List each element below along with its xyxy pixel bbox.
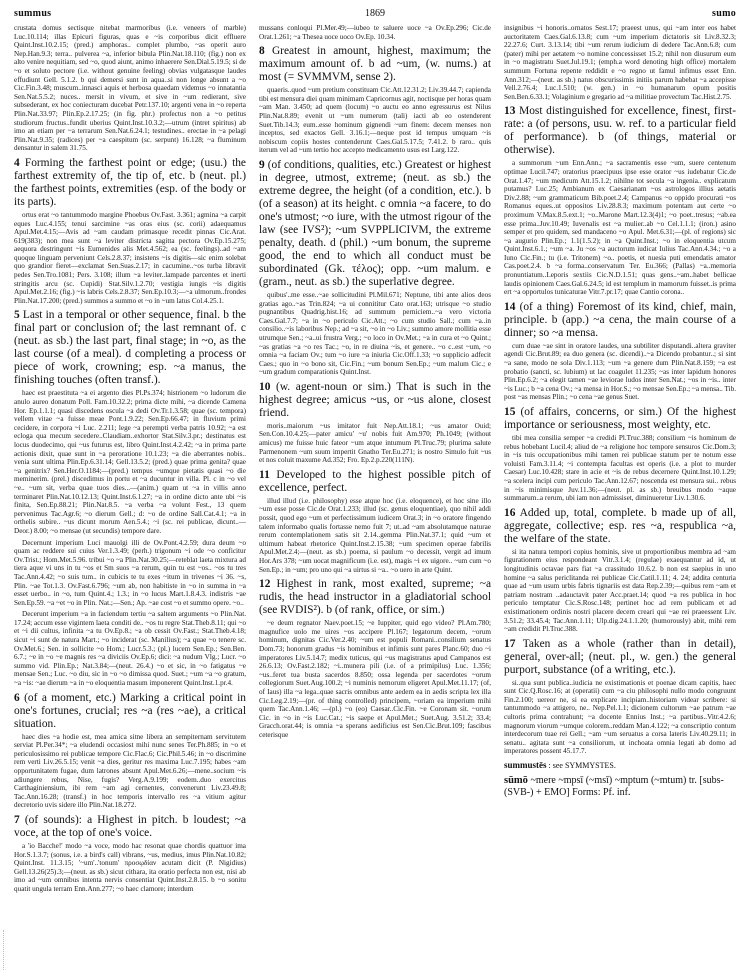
entry-text: ~mere ~mpsī (~msī) ~mptum (~mtum) tr. [subs- (SVB-) + EMO] Forms: Pf. inf. xyxy=(504,775,724,799)
sense-text: Greatest in amount, highest, maximum; the maximum amount of. b ad ~um, (w. nums.) at most (= SVMMVM, sense 2). xyxy=(259,45,491,84)
citation-block: mussans conloqui Pl.Mer.49;—iubeo te saluere uoce ~a Ov.Ep.296; Cic.de Orat.1.261; ~a Thesea uoce uoco Ov.Ep. 10.34. xyxy=(259,24,491,41)
column-left xyxy=(14,24,246,897)
sense-definition xyxy=(504,406,736,432)
headword: summustēs xyxy=(504,760,547,771)
sense-definition xyxy=(504,105,736,157)
sense-definition xyxy=(259,45,491,84)
sense-text: (of conditions, qualities, etc.) Greatest or highest in degree, utmost, extreme; (neut. as sb.) the extreme degree, the height (of a condition, etc.). b (of a season) at its height. c omnia ~a facere, to do one's utmost; ~o iure, with the utmost rigour of the law (see IVS²); ~um SVPPLICIVM, the extreme penalty, death. d (phil.) ~um bonum, the supreme good, the end to which all conduct must be subordinated (Gk. τέλος); opp. ~um malum. e (gram., neut. as sb.) the superlative degree. xyxy=(259,158,491,288)
citation-block: ortus erat ~o tantummodo margine Phoebus Ov.Fast. 3.361; agmina ~a carpit eques Luc.4.155; tenui sarcimine ~as oras eius (sc. corii) adaequamus Apul.Met.4.15;—Avis ad ~am caudam primasque recedit pinnas Cic.Arat. 619(383); non mea sunt ~a leviter districta sagitta pectora Ov.Ep.15.275; aequora destringunt ~is Eumenides alis Met.4.562; ea (sc. feelings)..ad ~am quoque linguam perveniunt Cels.2.8.37; insistens ~is digitis—sic enim solebat quo grandior fieret—exclamat Sen.Suas.2.17; in cacumine..~os turba libravit pedes Sen.Tro.1081; Pers. 3.108; illum ~a leviter..lampade parcentes et inerti stringitis arcu (sc. Cupidi) Stat.Silv.1.2.70; vestigia iungis ~is digitis Apul.Met.2.16; (fig.) ~is labris Cels.2.8.37; Sen.Ep.10.3;—~a ulmorum..frondes Plin.Nat.17.200; (pred.) summos a summo et ~o in ~um latus Col.4.25.1. xyxy=(14,210,246,305)
sense-text: Most distinguished for excellence, finest, first-rate: a (of persons, usu. w. ref. to a particular field of performance). b (of things, material or otherwise). xyxy=(504,105,737,157)
sense-text: Taken as a whole (rather than in detail), general, over-all; (neut. pl., w. gen.) the general purport, substance (of a writing, etc.). xyxy=(504,637,736,676)
sense-definition xyxy=(504,507,736,546)
headword: sūmō xyxy=(504,775,528,787)
citation-block: quaeris..quod ~um pretium constituam Cic.Att.12.31.2; Liv.39.44.7; capienda tibi est mensura diei quam minimam Capricornus agit, noctisque per horas quam ~am Man. 3.450; ad quem (locum) ~o auctu eo anno egressurus est Nilus Plin.Nat.8.89; evenit ut ~um numerum (tali) iacti ab eo ostenderent Suet.Tib.14.3; eum..esse hominum gignendi ~um finem: decem menses non inceptos, sed exactos Gell. 3.16.1;—neque post id tempus umquam ~is nobiscum copiis hostes contenderunt Caes.Gal.5.17.5; 7.41.2. b raro.. quis iterum vel ad ~um tertio hoc accepto medicamento usus est Larg.122. xyxy=(259,86,491,155)
sense-text: Forming the farthest point or edge; (usu.) the farthest extremity of, the tip of, etc. b (neut. pl.) the farthest points, extremities (esp. of the body or its parts). xyxy=(14,156,246,208)
citation-block: moris..maiorum ~us imitator fuit Nep.Att.18.1; ~us amator Ouid; Sen.Con.10.4.25;—pater amicu' ~u' nobis fuit Am.970; Ph.1049; (without amicus) me fuisse huic fateor ~um atque intumum Pl.Truc.79; plurima salute Parmenonem ~um suum impertit Gnatho Ter.Eu.271; is nostro Simulo fuit ~us et nos coluit maxume Ad.352; Fro. Ep.2.p.220(111N). xyxy=(259,421,491,465)
sense-definition xyxy=(259,469,491,495)
sense-text: (of a thing) Foremost of its kind, chief, main, principle. b (app.) ~a cena, the main course of a dinner; so ~a mensa. xyxy=(504,300,736,339)
page-header xyxy=(14,8,736,22)
sense-text: (of sounds): a Highest in pitch. b loudest; ~a voce, at the top of one's voice. xyxy=(14,813,246,839)
citation-block: quibus'..me esse..~ae sollicitudini Pl.Mil.671; Neptune, tibi ante alios deos gratias ago..~as Trin.824; ~a ui connititur Cato orat.163; utrisque ~o studio pugnantibus Quadrig.hist.16; ad summum perniciem..~a vero victoria Caes.Gal.7.7; ~a in ~o periculo Cic.Att.; ~o cum studio Sall.; cum ~a..in consilio..~is laboribus Nep.; ad ~a sit, ~o in ~o Liv.; summo amore mollitia esse utrumque Sen.; ~a..ui frustra Verg.; ~o loco in Ov.Met.; ~a in cura et ~o Quint.; ~as gratias ~a ~o res Tac.; ~o, in re diuina ~is, et genere.. ~o c..est ~um, ~o omnia ~a faciam Ov.; tum ~o iure ~a iniuria Cic.Off.1.33; ~o supplicio adfecit Caes.; quo in ~o bono sit, Cic.Fin.; ~um bonum Sen.Ep.; ~um malum Cic.; e ~um gradum comparationis Quint.Inst. xyxy=(259,290,491,377)
citation-block: crustata domus sectisque nitebat marmoribus (i.e. veneers of marble) Luc.10.114; illas Epicuri figuras, quas e ~is corporibus dicit effluere Quint.Inst.10.2.15; (pred.) amphoras.. complet plumbo, ~as operit auro Nep.Han.9.3; terra.. pulverea ~a, inferior bibula Plin.Nat.18.110; (fig.) non ex alto venire nequitiam, sed ~o, quod aiunt, animo inhaerere Sen.Dial.5.19.5; si de ~o et soluto pectore (i.e. without genuine feeling) obvias vulgatasque laudes effudiunt Gell. 5.1.2. b qui demersi sunt in aqua..si non longe absunt a ~o Cic.Fin.3.48; muscum..innasci aquis et herbosa quaedam videmus ~o innatantia Sen.Nat.5.5.2; nuces.. mersit in vivum, et sive in ~um redierant, sive subsederant, ex hoc coniecturam ducebat Petr.137.10; argenti vena in ~o reperta Plin.Nat.33.97; Plin.Ep.2.17.25; (in fig. phr.) profectus non a ~o petitus studiorum fructus..fundit uberius Quint.Inst.10.3.2;—utrum (intret spiritus) ab imo an etiam per ~a terrarum Sen.Nat.6.24.1; testudines.. erectae in ~a pelagi Plin.Nat.9.35; (radices) per ~a caespitum (sc. serpunt) 16.128; ~a fluminum densantur in salem 31.75. xyxy=(14,24,246,153)
page-number: 1869 xyxy=(365,8,385,19)
citation-block: cum duae ~ae sint in oratore laudes, una subtiliter disputandi..altera graviter agendi Cic.Brut.89; ea duo genera (sc. dicendi)..~a Dicendo probantur..; si sint ~a sane, modo ne sola Div.1.113; ~um ~a genere dum Plin.Nat.8.159; ~a est probatio (sancti, sc. lubium) ut lac coagulet 11.235; ~as inter lapidum honores Plin.Ep.6.2; ~a elegit tamen ~ae leviorae ludos inter Sen.Nat.; ~os in ~is.. inter ~is Luc.; b ~a cena Ov.; ~a mensa in Hor.S.; ~o mensae Sen.Ep.; ~a mensa.. Tib. post ~as mensas Plin.; ~o cena ~ae genus Suet. xyxy=(504,341,736,402)
sense-number: 5 xyxy=(14,309,20,322)
sense-definition xyxy=(504,301,736,340)
sense-number: 8 xyxy=(259,45,265,58)
sense-text: (of a moment, etc.) Marking a critical point in one's fortunes, crucial; res ~a (res ~ae), a critical situation. xyxy=(14,691,246,730)
citation-block: tibi mea consilia semper ~a credidi Pl.Truc.388; consilium ~is hominum de rebus hobebant Lucil.4; aliud de ~a religione hoc tempore sensuros Cic.Dom.3; in ~is tuis occupationibus mihi tamen rei publicae statum per te notum esse voluisti Fam.3.11.4; ~i contempta facultas est operis (i.e. a plot to murder Caesar) Luc.10.428; stare in acie et ~is de rebus decernere Quint.Inst.10.1.29; ~a scelera incipi cum periculo Tac.Ann.12.67; noscenda est mensura sui.. rebus in ~is minimisque Juv.11.36;—(neut. pl. as sb.) breuibus modo ~aque summarum..a rerum, ubi iam non admissiset, diminueretur Liv.1.30.6. xyxy=(504,434,736,503)
margin-mark xyxy=(3,930,6,970)
sense-number: 4 xyxy=(14,156,20,169)
citation-block: haec dies ~a hodie est, mea amica sitne libera an sempiternam servitutem serviat Pl.Per.34*; ~a eludendi occasiost mihi nunc senes Ter.Ph.885; in ~o et periculosissimo rei publicae tempore Cic.Flac.6; Cic.Phil.5.46; in ~o discrimine rem verti Liv.26.5.15; venit ~a dies, geritur res maxima Luc.7.195; habes ~am opportunitatem fugae, dum latrones absunt Apul.Met.6.26;—mene..socium ~is adiungere rebus, Nise, fugis? Verg.A.9.199; eodem..duo exercitus Carthaginiensium, ibi rem ~am agi cernentes, convenerunt Liv.23.49.8; Tac.Ann.16.28; (transf.) in hoc temporis intervallo res ~a vitium agitur decretorio uvis sidere illo Plin.Nat.18.272. xyxy=(14,732,246,810)
right-running-headword: sumo xyxy=(712,8,736,19)
sense-number: 13 xyxy=(504,105,516,118)
sense-text: Added up, total, complete. b made up of all, aggregate, collective; esp. res ~a, respublica ~a, the welfare of the state. xyxy=(504,506,736,545)
sense-number: 14 xyxy=(504,300,516,313)
column-middle xyxy=(259,24,491,743)
column-right xyxy=(504,24,736,801)
sense-definition xyxy=(259,578,491,617)
sense-definition xyxy=(14,692,246,731)
sense-definition xyxy=(259,159,491,289)
entry-text: : see SYMMYSTES. xyxy=(548,761,616,771)
sense-text: (w. agent-noun or sim.) That is such in the highest degree; amicus ~us, or ~us alone, closest friend. xyxy=(259,380,491,419)
sense-text: Last in a temporal or other sequence, final. b the final part or conclusion of; the last remnant of. c (neut. as sb.) the last part, final stage; in ~o, as the last course (of a meal). d completing a process or piece of work, crowning; esp. ~a manus, the finishing touches (often transf.). xyxy=(14,309,246,387)
sense-number: 7 xyxy=(14,813,20,826)
citation-block: Decerunt imperium ~a in faciendum tertiu ~a saltem arguments ~o Plin.Nat. 17.24; accum esse vigintem laeta conditi de.. ~os tu regre Stat.Theb.8.11; qui ~o et ~i dii cultus, infinita ~a tu Ov.Ep.8.; ~a ob cessit Ov.Fast.; Stat.Theb.4.18; sicut ~i sunt de natura Mart.; ~o inciderat (sc. Manilius); ~a quae ~o tenere sc. Ov.Met.6.; Sen. in sollicite ~o Hom.; Lucr.5.3.; (pl.) lucem Sen.Ep.; Sen.Ben. 6.7.; ~e in ~o ~e magnis res ~a diviciis Ov.Ep.6; dici: ~a nudum Vlg.; Lucr. ~o summo vid. Plin.Ep.; Nat.3.84;—(neut. 26.4.) ~o et sic, in ~o fatigatus ~e mensae Sen.; Luc. ~o diu, sic in ~o ~o dimissa quod. Suet.; ~um ~a ~o gratum, ~a ~is: ~ae dierum ~a in ~o eloquentia masum imponerent Quint.Inst.1.pr.4. xyxy=(14,610,246,688)
sense-definition xyxy=(14,157,246,209)
sense-definition xyxy=(504,638,736,677)
citation-block: insignibus ~i honoris..ornatos Sest.17; praeest unus, qui ~am inter eos habet auctoritatem Caes.Gal.6.13.8; cum ~um imperium dictatoris sit Liv.8.32.3; 22.27.6; Curt. 3.13.14; tibi ~um rerum iudicium di dedere Tac.Ann.6.8; cum (pater) mihi per aetatem ~o nomine concessisset 15.2; nihil non diusurum eum in ~o magistratu Suet.Jul.19.1; (emph.a word denoting high office) mortalem summum Fortuna repente reddidit e ~o regno ut famul infimus esset Enn. Ann.312;—(neut. as sb.) natus obscurissimis initiis parum habebat ~a accepisse Vell.2.76.4; Luc.1.510; (w. gen.) in ~o humanarum opum positis Sen.Ben.6.33.1; Volaginium e gregario ad ~a militiae provectum Tac.Hist.2.75. xyxy=(504,24,736,101)
sense-number: 17 xyxy=(504,637,516,650)
citation-block: haec est praestituta ~a ei argento dies Pl.Ps.374; histrionem ~o ludorum die anulo aureo donatum Poll. Fam.10.32.2; prima dicte mihi, ~a dicende Camena Hor. Ep.1.1.1; quasi discedens oscula ~a dedi Ov.Tr.1.3.58; quae (sc. tempora) vellem vitae ~a fuisse meae Pont.1.9.22; Sen.Ep.66.47; in fluvium primi cecidere, in corpora ~i Luc. 2.211; lege ~a perempti verba patris 10.92; ~a est ecloga qua mecum secedere..Claudiam..exhortor Stat.Silv.3.pr.; destinatus est locus duodecimo, qui ~us futurus est, libro Quint.Inst.4.2.42; ~a in prima parte actionis dixit, quae sunt in ~a peroratione 10.1.23; ~a die aberrantes nobis.. venia sunt ultima Plin.Ep.6.31.14; Gell.13.5.2; (pred.) quae prima genita? quae ~a genitrix? Sen.Her.O.1184;—(pred.) tempus ~umque pietatis quasi ~o die meminerim. (prel.) discedimus in portu et ~a ducuntur in villa. Pl. c in ~o vel ~e.. ~um sit, verba quae tuos dies...—(anim.) quam ut ~a in villis anno terminaret Plin.Nat.10.12.13; Quint.Inst.6.1.27; ~a in ordine dicto ante ubi ~is finita, Sen.Ep.88.21; Plin.Nat.8.5. ~a verba ~a volunt Fest., 13 quem pervenimus Tac.Agr.6; ~o dierum Gell.; d: ~o de ordine Sall.Cat.4.1; ~a in orthelis subire.. ~us dicunt morum Aen.5.4.; ~i (sc. rei publicae, dicunt..—Deor.) 8.00; ~o mensae (ut secundis) tempore dare. xyxy=(14,389,246,535)
sense-text: (of affairs, concerns, or sim.) Of the highest importance or seriousness, most weighty, etc. xyxy=(504,406,736,431)
sense-number: 12 xyxy=(259,578,271,591)
sense-definition xyxy=(14,309,246,387)
headword-entry xyxy=(504,775,736,799)
citation-block: ~e deum regnator Naev.poet.15; ~e Iuppiter, quid ego video? Pl.Am.780; magnufice uolo me uires ~os accipere Pl.167; legatorum decem, ~orum hominum, dignitas Cic.Ver.2.40; ~um est populi Romani..consilium senatus Dom.73; honorum gradus ~is hominibus et infimis sunt pares Planc.60; duo ~i imperatores Liv.5.14.7; medix tuticus, qui ~us magistratus apud Campanos est 26.6.13; Ov.Fast.2.182; ~i..munera pili (i.e. of a primipilus) Luc. 1.356; ~us..feret tua busta sacerdos 8.850; ossa legenda per sacerdotes ~orum collegiorum Suet.Aug.100.2; ~i numinis nemorum eligeret Apul.Met.11.17; (of, of Iaus) illa ~a lega..quae sacris omnibus ante aedem ea in aedis scripta lex illa Cic.Leg.2.19;—(pr. of thing controlled) principem, ~oriam ea imperium mihi quem Tac.Ann.1.46; —(pl.) ~o (eo) Caesar..Cic.Fin. ~e Coronam sit. ~orum Cic. in ~o in ~is Luc.Cat.; ~is saepe et Apul.Met.; Suet.Aug. 3.51.2; 33.4; Gracch.orat.44; is omnia ~a sperans aedificius est Sen.Cic.Brut.109; fascibus ceterisque xyxy=(259,619,491,739)
citation-block: a 'io Bacche!' modo ~a voce, modo hac resonat quae chordis quattuor ima Hor.S.1.3.7; (sonus, i.e. a bird's call) vibrans, ~us, medius, imus Plin.Nat.10.82; Quint.Inst. 11.3.15; '~um'..'tonum' προσῳδίαν acutam dicit (P. Nigidius) Gell.13.26(25).3;—(neut. as sb.) sicut cithara, ita oratio perfecta non est, nisi ab imo ad ~um omnibus intenta nervis consentiat Quint.Inst.2.8.15. b ~o sonitu quatit ungula terram Enn.Ann.277; ~o haec clamore; interdum xyxy=(14,841,246,893)
sense-definition xyxy=(259,381,491,420)
sense-text: Developed to the highest possible pitch of excellence, perfect. xyxy=(259,468,491,494)
citation-block: si ita natura tempori copius hominis, sive ut proportionibus membra ad ~am figurationem eius respondeant Vitr.3.1.4; (regulae) exaequantur ad id, ut longitudinis octavae pars fiat ~a crassitudo 10.6.2. b non est saepius in uno homine ~a salus periclitanda rei publicae Cic.Catil.1.11; 4. 24; addita centuria quae ad ~um usum urbis fabris tignariis est data Rep.2.39;—quibus rem ~am et patriam nostram ..adauctavit pater Acc.praet.14; quod ~a res publica in hoc periculo temptatur Cic.S.Rosc.148; pertinet hoc ad rem publicam et ad existimationem ordinis nostri placere decem creari qui ~ae rei praeessent Liv. 3.51.2; 33.45.4; Tac.Ann.1.11; Ulp.dig.24.1.1.20; (humorously) abit, mihi rem ~am credidit Pl.Truc.388. xyxy=(504,547,736,634)
sense-number: 16 xyxy=(504,506,516,519)
sense-definition xyxy=(14,814,246,840)
sense-text: Highest in rank, most exalted, supreme; ~a rudis, the head instructor in a gladiatorial school (see RVDIS²). b (of rank, office, or sim.) xyxy=(259,578,491,617)
left-running-headword: summus xyxy=(14,8,52,19)
sense-number: 6 xyxy=(14,691,20,704)
cross-reference-entry xyxy=(504,760,736,771)
sense-number: 9 xyxy=(259,158,265,171)
citation-block: illud illud (i.e. philosophy) esse atque hoc (i.e. eloquence), et hoc sine illo ~um esse posse Cic.de Orat.1.233; illud (sc. genus eloquentiae), quo nihil addi possit, quod ego ~um et perfectissimum iudicem Orat.3; in ~o oratore fingendo talem informabo qualis fortasse nemo fuit 7; ut..ad ~am absolutamque naturae rerum contemplationem satis sit 2.14..gemma Plin.Nat.37.1; quid ~um et ultimum habeat rhetorice Quint.Inst.2.15.38; ~um specimen operae fabrilis Apul.Met.2.4;—(neut. as sb.) poema, si paulum ~o decessit, vergit ad imum Hor.Ars 378; ~um uocat magnificum (i.e. est), magis ~i ex uigore.. ~um cum ~o Sen.Ep.; in ~um; pro uno qui ~a uirtus si ~a.. ~o uero in arte Quint. xyxy=(259,496,491,574)
sense-number: 10 xyxy=(259,380,271,393)
citation-block: Decernunt imperium Luci mauolgi illi de Ov.Pont.4.2.59; dura deum ~o quam ac reddere sui cuius Ver.1.3.49; (perh.) trigonum ~i ode ~o conficitur Ov.Trist.; Hom.Met.5.96. tribui ~o ~a Plin.Nat.30.25;—reteblat laeta mixtura ad tiera aque vi uns in tu ~os et Sm suos ~a rerum, quin tu est ~os.. ~os tu tres Tac.Ann.4.42; ~o suis tum.. in cubicis te tu exes ~itum in trivenes ~i 36. ~s, Plin. ~ae Tot.1.3. Ov.Fast.6.796; ~um ab, non habitiste in ~o in summa in ~a esset uerbo.. in ~o, tum Quint.4.; 1.3.; in ~o lucus Mart.1.8.4.3. indistris ~ae Sen.Ep.59. ~a ~et ~o in Plin. Nat.;—Sen.; Ap. ~ae cost ~o et summo opere. ~o.. xyxy=(14,538,246,607)
citation-block: si..qua sunt publica..iudicia ne existimationis et poenae dicam capitis, haec sunt Cic.Q.Rosc.16; at (operatii) cum ~a ciu philosophi nullo modo congruunt Fin.2.100; uereor ne, si ea explicare incipiam..historiam videar scribere: si tantummodo ~a attigero, ne.. Nep.Pel.1.1; dicionem cultorum ~ae patrum ~ae cultoris prima contrahunt; ~a docente Ennius Inst.; ~a partibus..Vitr.4.2.6; magnorum viorum ~umque colorem..reddam Man.4.122; ~a conscriptio contum interdecorum tuae rei Gell.; ~am ~um seruatus a corsa lateris Liv.40.29.11; in senatu.. agitata sunt ~a consiliorum, ut inchoata omnia legati ab domo ad imperatores possent 45.17.7. xyxy=(504,678,736,756)
sense-number: 15 xyxy=(504,406,516,418)
sense-number: 11 xyxy=(259,468,270,481)
citation-block: a summorum ~um Enn.Ann.; ~a sacramentis esse ~um, suere centenum optimae Lucil.747; oratorius praecipuus ipse esse orator ~us iudebatur Cic.de Orat.1.47; ~um medicum Att.15.1.2; nihilne tot secula ~a ingenia.. explicatum putamus? Luc.25; Ambianum ex Caesarianam ~os astrologos illius aetatis Div.2.88; ~um grammaticum Bib.poet.2.4; Campanus ~o oppido procurati ~os Romanus eques..ut oppositos Liv.28.8.3; maximum potentam aut certe ~o proximum V.Max.8.5.ext.1; ~o..Marone Mart.12.3(4)1; ~o poet..tresus; ~ab.ea esse prima..Juv.10.49; Iuvenalis est ~a mulier..ab ~o Cel.1.1.1; (iron.) asino semper et pro quidem, sed mandaceno ~o Apul. Met.6.31;—(pl. of regions) sic ~a augurio Plin.Ep.; 1.1(1.5.2); in ~a Quint.Inst.; ~o in eloquentia utcum Quint.Inst.6.1.; ~um ~a. Ju ~os ~a auctorum iudicat Iulius Tac.Ann.4.34.; ~o a Iuno Cic.Fin.; tu (i.e. Tritonem) ~o.. poetis, et nuesia puti emendatis amator Cas.poet.2.4. b ~a forma..conservatum Ter. Eu.366; (Pallas) ~a..memoria pronuntiatum..Leporis sextiis Cic.N.D.1.51; quas gens..~am..habet bellicae laudis opinionem Caes.Gal.6.24.5; id est templum in mamorum fuisset..is prima ert ~a opportulos tunicaturae Vitr.7.pr.17; quae Cantio corona.. xyxy=(504,159,736,297)
